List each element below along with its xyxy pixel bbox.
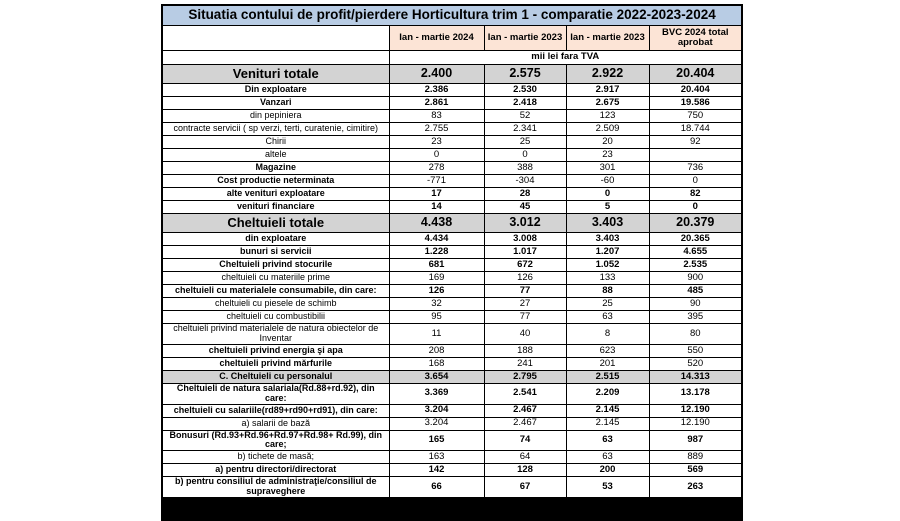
table-row xyxy=(162,383,742,404)
cell-value: -304 xyxy=(484,175,566,188)
cell-value: 95 xyxy=(389,311,484,324)
table-row xyxy=(162,285,742,298)
cell-value: -771 xyxy=(389,175,484,188)
cell-value: 3.204 xyxy=(389,404,484,417)
cell-value: 2.467 xyxy=(484,417,566,430)
cell-value: 2.467 xyxy=(484,404,566,417)
page-title: Situatia contului de profit/pierdere Horticultura trim 1 - comparatie 2022-2023-2024 xyxy=(162,5,742,26)
cell-value: 623 xyxy=(566,344,649,357)
table-row xyxy=(162,464,742,477)
cell-value: 2.341 xyxy=(484,123,566,136)
table-row xyxy=(162,149,742,162)
table-row xyxy=(162,246,742,259)
cell-value: 3.403 xyxy=(566,214,649,233)
row-label: cheltuieli cu materiile prime xyxy=(162,272,389,285)
row-label: Venituri totale xyxy=(162,65,389,84)
cell-value: 2.675 xyxy=(566,97,649,110)
cell-value: 20.404 xyxy=(649,84,742,97)
cell-value: 142 xyxy=(389,464,484,477)
table-row xyxy=(162,188,742,201)
unit-note-row xyxy=(162,51,742,65)
cell-value: 25 xyxy=(484,136,566,149)
cell-value: 3.008 xyxy=(484,233,566,246)
cell-value: 92 xyxy=(649,136,742,149)
row-label: a) pentru directori/directorat xyxy=(162,464,389,477)
cell-value: 77 xyxy=(484,285,566,298)
cell-value: 133 xyxy=(566,272,649,285)
row-label: Chirii xyxy=(162,136,389,149)
cell-value: 2.209 xyxy=(566,383,649,404)
cell-value: 168 xyxy=(389,357,484,370)
cell-value: 2.575 xyxy=(484,65,566,84)
table-row xyxy=(162,214,742,233)
cell-value: 27 xyxy=(484,298,566,311)
row-label: cheltuieli cu combustibilii xyxy=(162,311,389,324)
cell-value: 20 xyxy=(566,136,649,149)
cell-value: 20.365 xyxy=(649,233,742,246)
cell-value: 569 xyxy=(649,464,742,477)
cell-value: 263 xyxy=(649,477,742,498)
cell-value: 2.541 xyxy=(484,383,566,404)
cell-value: 485 xyxy=(649,285,742,298)
cell-value: 987 xyxy=(649,430,742,451)
row-label: C. Cheltuieli cu personalul xyxy=(162,370,389,383)
table-row xyxy=(162,97,742,110)
corner-cell xyxy=(162,26,389,51)
cell-value: 889 xyxy=(649,451,742,464)
row-label: venituri financiare xyxy=(162,201,389,214)
cell-value: 32 xyxy=(389,298,484,311)
column-header-bvc-2024: BVC 2024 total aprobat xyxy=(649,26,742,51)
title-row xyxy=(162,5,742,26)
row-label: Din exploatare xyxy=(162,84,389,97)
cell-value: 2.535 xyxy=(649,259,742,272)
empty-cell xyxy=(162,51,389,65)
row-label: cheltuieli privind materialele de natura obiectelor de Inventar xyxy=(162,324,389,345)
cell-value: 2.755 xyxy=(389,123,484,136)
cell-value: 2.509 xyxy=(566,123,649,136)
cell-value: 1.052 xyxy=(566,259,649,272)
cell-value: 66 xyxy=(389,477,484,498)
row-label: cheltuieli cu piesele de schimb xyxy=(162,298,389,311)
cell-value: 736 xyxy=(649,162,742,175)
cell-value: 82 xyxy=(649,188,742,201)
cell-value: 52 xyxy=(484,110,566,123)
cell-value: 0 xyxy=(566,188,649,201)
row-label: Vanzari xyxy=(162,97,389,110)
table-row xyxy=(162,498,742,521)
table-row xyxy=(162,357,742,370)
cell-value: -60 xyxy=(566,175,649,188)
cell-value: 77 xyxy=(484,311,566,324)
cell-value: 4.434 xyxy=(389,233,484,246)
table-row xyxy=(162,201,742,214)
cell-value: 8 xyxy=(566,324,649,345)
cell-value: 20.379 xyxy=(649,214,742,233)
cell-value: 208 xyxy=(389,344,484,357)
cell-value: 1.017 xyxy=(484,246,566,259)
cell-value: 188 xyxy=(484,344,566,357)
cell-value: -436 xyxy=(484,498,566,521)
cell-value: -481 xyxy=(566,498,649,521)
cell-value: 90 xyxy=(649,298,742,311)
cell-value: 2.917 xyxy=(566,84,649,97)
table-row xyxy=(162,370,742,383)
cell-value: 25 xyxy=(566,298,649,311)
table-row xyxy=(162,272,742,285)
row-label: din exploatare xyxy=(162,233,389,246)
cell-value: 74 xyxy=(484,430,566,451)
row-label: Bonusuri (Rd.93+Rd.96+Rd.97+Rd.98+ Rd.99), din care; xyxy=(162,430,389,451)
cell-value: 0 xyxy=(389,149,484,162)
cell-value: 3.204 xyxy=(389,417,484,430)
cell-value: 2.386 xyxy=(389,84,484,97)
column-header-ian-martie-2023: Ian - martie 2023 xyxy=(484,26,566,51)
row-label: alte venituri exploatare xyxy=(162,188,389,201)
cell-value: 128 xyxy=(484,464,566,477)
column-header-ian-martie-2022: Ian - martie 2023 xyxy=(566,26,649,51)
cell-value: 83 xyxy=(389,110,484,123)
cell-value: 12.190 xyxy=(649,417,742,430)
cell-value xyxy=(649,149,742,162)
table-row xyxy=(162,298,742,311)
cell-value: 0 xyxy=(649,175,742,188)
cell-value: 3.654 xyxy=(389,370,484,383)
row-label: b) tichete de masă; xyxy=(162,451,389,464)
cell-value: 14.313 xyxy=(649,370,742,383)
cell-value: 123 xyxy=(566,110,649,123)
cell-value: 2.400 xyxy=(389,65,484,84)
cell-value: 63 xyxy=(566,311,649,324)
cell-value: 67 xyxy=(484,477,566,498)
cell-value: 4.438 xyxy=(389,214,484,233)
table-row xyxy=(162,84,742,97)
row-label: Profit/pierdere brut xyxy=(162,498,389,521)
cell-value: 301 xyxy=(566,162,649,175)
row-label: Cheltuieli totale xyxy=(162,214,389,233)
cell-value: 1.207 xyxy=(566,246,649,259)
table-row xyxy=(162,417,742,430)
cell-value: 672 xyxy=(484,259,566,272)
table-row xyxy=(162,344,742,357)
cell-value: 14 xyxy=(389,201,484,214)
cell-value: 28 xyxy=(484,188,566,201)
cell-value: 17 xyxy=(389,188,484,201)
report-table xyxy=(161,4,743,521)
cell-value: 23 xyxy=(566,149,649,162)
cell-value: 0 xyxy=(484,149,566,162)
cell-value: 750 xyxy=(649,110,742,123)
cell-value: 2.795 xyxy=(484,370,566,383)
cell-value: 3.012 xyxy=(484,214,566,233)
cell-value: 241 xyxy=(484,357,566,370)
row-label: cheltuieli privind mărfurile xyxy=(162,357,389,370)
cell-value: 3.369 xyxy=(389,383,484,404)
cell-value: 0 xyxy=(649,201,742,214)
row-label: altele xyxy=(162,149,389,162)
cell-value: 20.404 xyxy=(649,65,742,84)
table-row xyxy=(162,175,742,188)
table-row xyxy=(162,162,742,175)
cell-value: 900 xyxy=(649,272,742,285)
cell-value: 2.515 xyxy=(566,370,649,383)
cell-value: 681 xyxy=(389,259,484,272)
row-label: Cost productie neterminata xyxy=(162,175,389,188)
cell-value: 2.530 xyxy=(484,84,566,97)
cell-value: 163 xyxy=(389,451,484,464)
table-row xyxy=(162,404,742,417)
table-row xyxy=(162,477,742,498)
row-label: Cheltuieli de natura salariala(Rd.88+rd.92), din care: xyxy=(162,383,389,404)
row-label: Cheltuieli privind stocurile xyxy=(162,259,389,272)
cell-value: 19.586 xyxy=(649,97,742,110)
table-row xyxy=(162,259,742,272)
row-label: cheltuieli cu materialele consumabile, din care: xyxy=(162,285,389,298)
cell-value: 550 xyxy=(649,344,742,357)
cell-value: 63 xyxy=(566,451,649,464)
cell-value: 126 xyxy=(484,272,566,285)
table-row xyxy=(162,110,742,123)
cell-value: 278 xyxy=(389,162,484,175)
cell-value: 53 xyxy=(566,477,649,498)
row-label: cheltuieli cu salariile(rd89+rd90+rd91), din care: xyxy=(162,404,389,417)
cell-value: 520 xyxy=(649,357,742,370)
column-header-ian-martie-2024: Ian - martie 2024 xyxy=(389,26,484,51)
cell-value: 2.861 xyxy=(389,97,484,110)
unit-note: mii lei fara TVA xyxy=(389,51,742,65)
cell-value: 64 xyxy=(484,451,566,464)
table-row xyxy=(162,311,742,324)
cell-value: 1.228 xyxy=(389,246,484,259)
table-row xyxy=(162,233,742,246)
cell-value: 45 xyxy=(484,201,566,214)
cell-value: 18.744 xyxy=(649,123,742,136)
row-label: b) pentru consiliul de administraţie/consiliul de supraveghere xyxy=(162,477,389,498)
row-label: a) salarii de bază xyxy=(162,417,389,430)
cell-value: 11 xyxy=(389,324,484,345)
cell-value: 3.403 xyxy=(566,233,649,246)
cell-value: -2.038 xyxy=(389,498,484,521)
cell-value: 2.922 xyxy=(566,65,649,84)
cell-value: 165 xyxy=(389,430,484,451)
row-label: bunuri si servicii xyxy=(162,246,389,259)
table-row xyxy=(162,65,742,84)
table-row xyxy=(162,451,742,464)
cell-value: 23 xyxy=(389,136,484,149)
table-row xyxy=(162,430,742,451)
cell-value: 80 xyxy=(649,324,742,345)
cell-value: 201 xyxy=(566,357,649,370)
cell-value: 126 xyxy=(389,285,484,298)
row-label: contracte servicii ( sp verzi, terti, curatenie, cimitire) xyxy=(162,123,389,136)
cell-value: 4.655 xyxy=(649,246,742,259)
cell-value: 169 xyxy=(389,272,484,285)
cell-value: 12.190 xyxy=(649,404,742,417)
cell-value: 2.145 xyxy=(566,404,649,417)
row-label: din pepiniera xyxy=(162,110,389,123)
cell-value: 200 xyxy=(566,464,649,477)
cell-value: 13.178 xyxy=(649,383,742,404)
row-label: Magazine xyxy=(162,162,389,175)
cell-value: 2.145 xyxy=(566,417,649,430)
cell-value: 5 xyxy=(566,201,649,214)
table-body xyxy=(162,65,742,521)
cell-value: 88 xyxy=(566,285,649,298)
table-row xyxy=(162,324,742,345)
row-label: cheltuieli privind energia şi apa xyxy=(162,344,389,357)
table-row xyxy=(162,123,742,136)
cell-value: 25 xyxy=(649,498,742,521)
cell-value: 63 xyxy=(566,430,649,451)
column-header-row xyxy=(162,26,742,51)
cell-value: 395 xyxy=(649,311,742,324)
cell-value: 40 xyxy=(484,324,566,345)
cell-value: 388 xyxy=(484,162,566,175)
cell-value: 2.418 xyxy=(484,97,566,110)
table-row xyxy=(162,136,742,149)
